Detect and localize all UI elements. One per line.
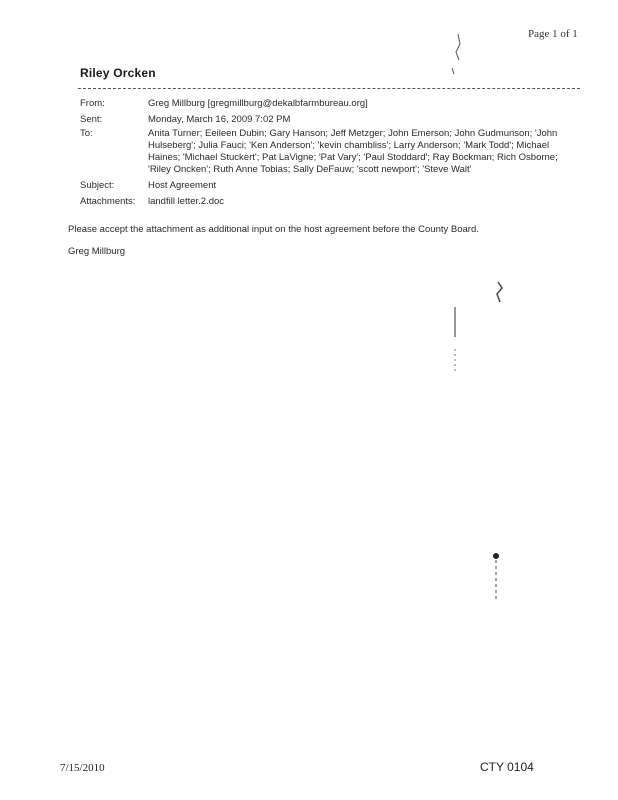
attachment-file: landfill letter.2.doc bbox=[148, 196, 225, 207]
to-label: To: bbox=[80, 128, 93, 139]
email-signature: Greg Millburg bbox=[68, 246, 126, 257]
sent-row bbox=[80, 114, 580, 126]
attachments-row bbox=[80, 196, 580, 208]
subject-value: Host Agreement bbox=[148, 180, 217, 191]
scan-artifact bbox=[488, 548, 504, 604]
from-value: Greg Millburg [gregmillburg@dekalbfarmbureau.org] bbox=[148, 98, 368, 109]
scan-artifact bbox=[450, 305, 460, 375]
page-indicator: Page 1 of 1 bbox=[528, 28, 578, 40]
mailbox-owner-name: Riley Orcken bbox=[80, 66, 156, 80]
footer-date: 7/15/2010 bbox=[60, 762, 105, 774]
header-rule bbox=[78, 88, 580, 89]
to-recipients: Anita Turner; Eeileen Dubin; Gary Hanson; Jeff Metzger; John Emerson; John Gudmunson; 'John Hulseberg'; Julia Fauci; 'Ken Anderson'; 'kevin chambliss'; Larry Anderson; 'Mark Todd'; Michael Haines; 'Michael Stuckert'; Pat LaVigne; 'Pat Vary'; 'Paul Stoddard'; Ray Bockman; Rich Osborne; 'Riley Oncken'; Ruth Anne Tobias; Sally DeFauw; 'scott newport'; 'Steve Walt' bbox=[148, 128, 558, 175]
sent-value: Monday, March 16, 2009 7:02 PM bbox=[148, 114, 291, 125]
subject-label: Subject: bbox=[80, 180, 115, 191]
sent-label: Sent: bbox=[80, 114, 103, 125]
email-body: Please accept the attachment as additional input on the host agreement before the County Board. bbox=[68, 224, 479, 235]
subject-row bbox=[80, 180, 580, 192]
to-row bbox=[80, 128, 580, 176]
document-id: CTY 0104 bbox=[480, 760, 534, 774]
attachments-label: Attachments: bbox=[80, 196, 136, 207]
from-row bbox=[80, 98, 580, 110]
from-label: From: bbox=[80, 98, 105, 109]
scan-artifact bbox=[488, 280, 508, 310]
scan-artifact bbox=[440, 30, 470, 80]
